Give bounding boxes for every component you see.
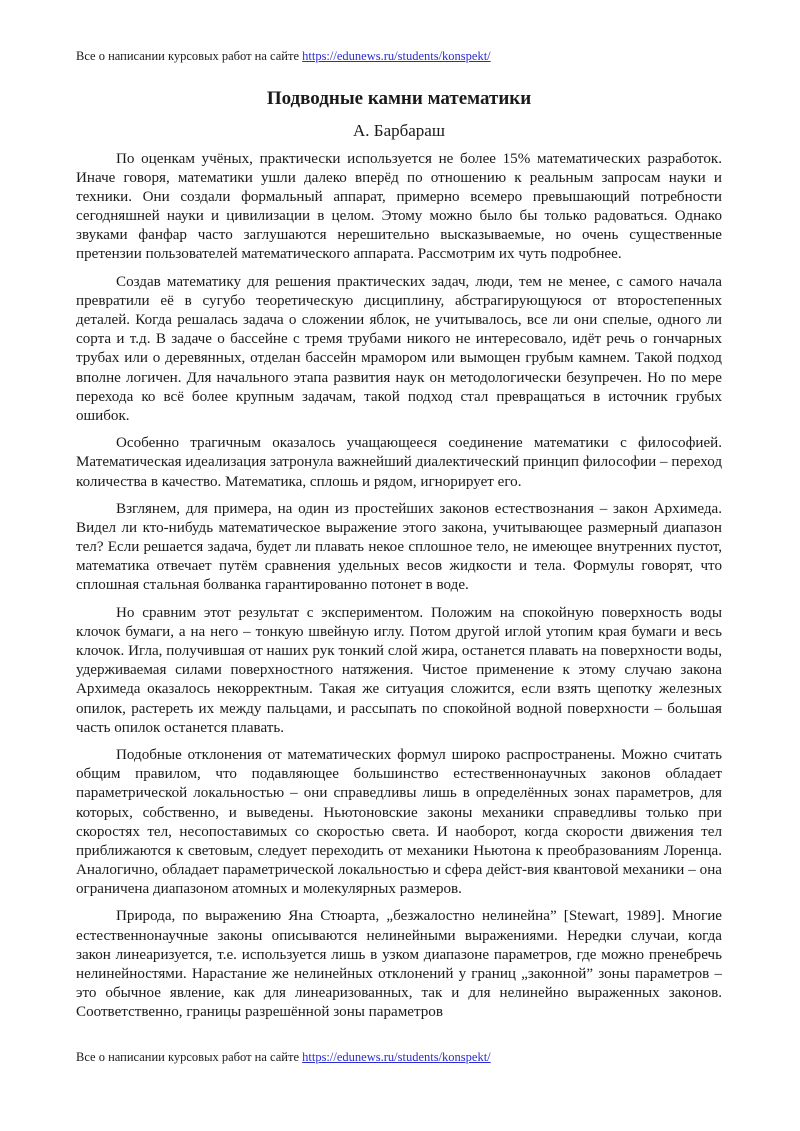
paragraph-1: По оценкам учёных, практически используется не более 15% математических разработок. Иначе говоря, математики ушли далеко вперёд по отношению к реальным запросам науки и техники. Они создали формальный аппарат, примерно всемеро превышающий потребности сегодняшней науки и цивилизации в целом. Этому можно было бы только радоваться. Однако звуками фанфар часто заглушаются нерешительно высказываемые, но очень существенные претензии пользователей математического аппарата. Рассмотрим их чуть подробнее. <box>76 151 722 263</box>
paragraph-4: Взглянем, для примера, на один из простейших законов естествознания – закон Архимеда. Видел ли кто-нибудь математическое выражение этого закона, учитывающее размерный диапазон тел? Если решается задача, будет ли плавать некое сплошное тело, не имеющее внутренних пустот, математика отвечает путём сравнения удельных весов жидкости и тела. Формулы говорят, что сплошная стальная болванка гарантированно потонет в воде. <box>76 501 722 594</box>
paragraph-7: Природа, по выражению Яна Стюарта, „безжалостно нелинейна” [Stewart, 1989]. Многие естественнонаучные законы описываются нелинейными выражениями. Нередки случаи, когда закон линеаризуется, т.е. используется лишь в узком диапазоне параметров, где можно пренебречь нелинейностями. Нарастание же нелинейных отклонений у границ „законной” зоны параметров – это обычное явление, как для линеаризованных, так и для нелинейно выраженных законов. Соответственно, границы разрешённой зоны параметров <box>76 908 722 1020</box>
paragraph-6: Подобные отклонения от математических формул широко распространены. Можно считать общим правилом, что подавляющее большинство естественнонаучных законов обладает параметрической локальностью – они справедливы лишь в определённых зонах параметров, для которых, собственно, и выведены. Ньютоновские законы механики справедливы только при скоростях тел, несопоставимых со скоростью света. И наоборот, когда скорости движения тел приближаются к световым, следует переходить от механики Ньютона к преобразованиям Лоренца. Аналогично, обладает параметрической локальностью и сфера дейст-вия квантовой механики – она ограничена диапазоном атомных и молекулярных размеров. <box>76 747 722 897</box>
paragraph-5: Но сравним этот результат с экспериментом. Положим на спокойную поверхность воды клочок бумаги, а на него – тонкую швейную иглу. Потом другой иглой утопим края бумаги и весь клочок. Игла, получившая от наших рук тонкий слой жира, останется плавать на поверхности воды, удерживаемая силами поверхностного натяжения. Чистое применение к этому случаю закона Архимеда оказалось некорректным. Такая же ситуация сложится, если взять щепотку железных опилок, растереть их между пальцами, и рассыпать по спокойной водной поверхности – большая часть опилок останется плавать. <box>76 605 722 736</box>
paragraph-3: Особенно трагичным оказалось учащающееся соединение математики с философией. Математическая идеализация затронула важнейший диалектический принцип философии – переход количества в качество. Математика, сплошь и рядом, игнорирует его. <box>76 435 722 490</box>
header-link[interactable]: https://edunews.ru/students/konspekt/ <box>302 49 491 63</box>
page-footer <box>76 1049 491 1065</box>
document-author: А. Барбараш <box>353 121 445 140</box>
header-text: Все о написании курсовых работ на сайте <box>76 49 299 63</box>
paragraph-2: Создав математику для решения практических задач, люди, тем не менее, с самого начала превратили её в сугубо теоретическую дисциплину, абстрагирующуюся от второстепенных деталей. Когда решалась задача о сложении яблок, не учитывалось, все ли они спелые, одного ли сорта и т.д. В задаче о бассейне с тремя трубами никого не интересовало, идёт речь о гончарных трубах или о деревянных, отделан бассейн мрамором или вымощен грубым камнем. Такой подход вполне логичен. Для начального этапа развития наук он методологически безупречен. Но по мере перехода ко всё более крупным задачам, такой подход стал превращаться в источник грубых ошибок. <box>76 274 722 424</box>
footer-link[interactable]: https://edunews.ru/students/konspekt/ <box>302 1050 491 1064</box>
page-header <box>76 48 491 64</box>
footer-text: Все о написании курсовых работ на сайте <box>76 1050 299 1064</box>
document-title: Подводные камни математики <box>266 88 532 109</box>
document-body <box>76 86 722 1022</box>
